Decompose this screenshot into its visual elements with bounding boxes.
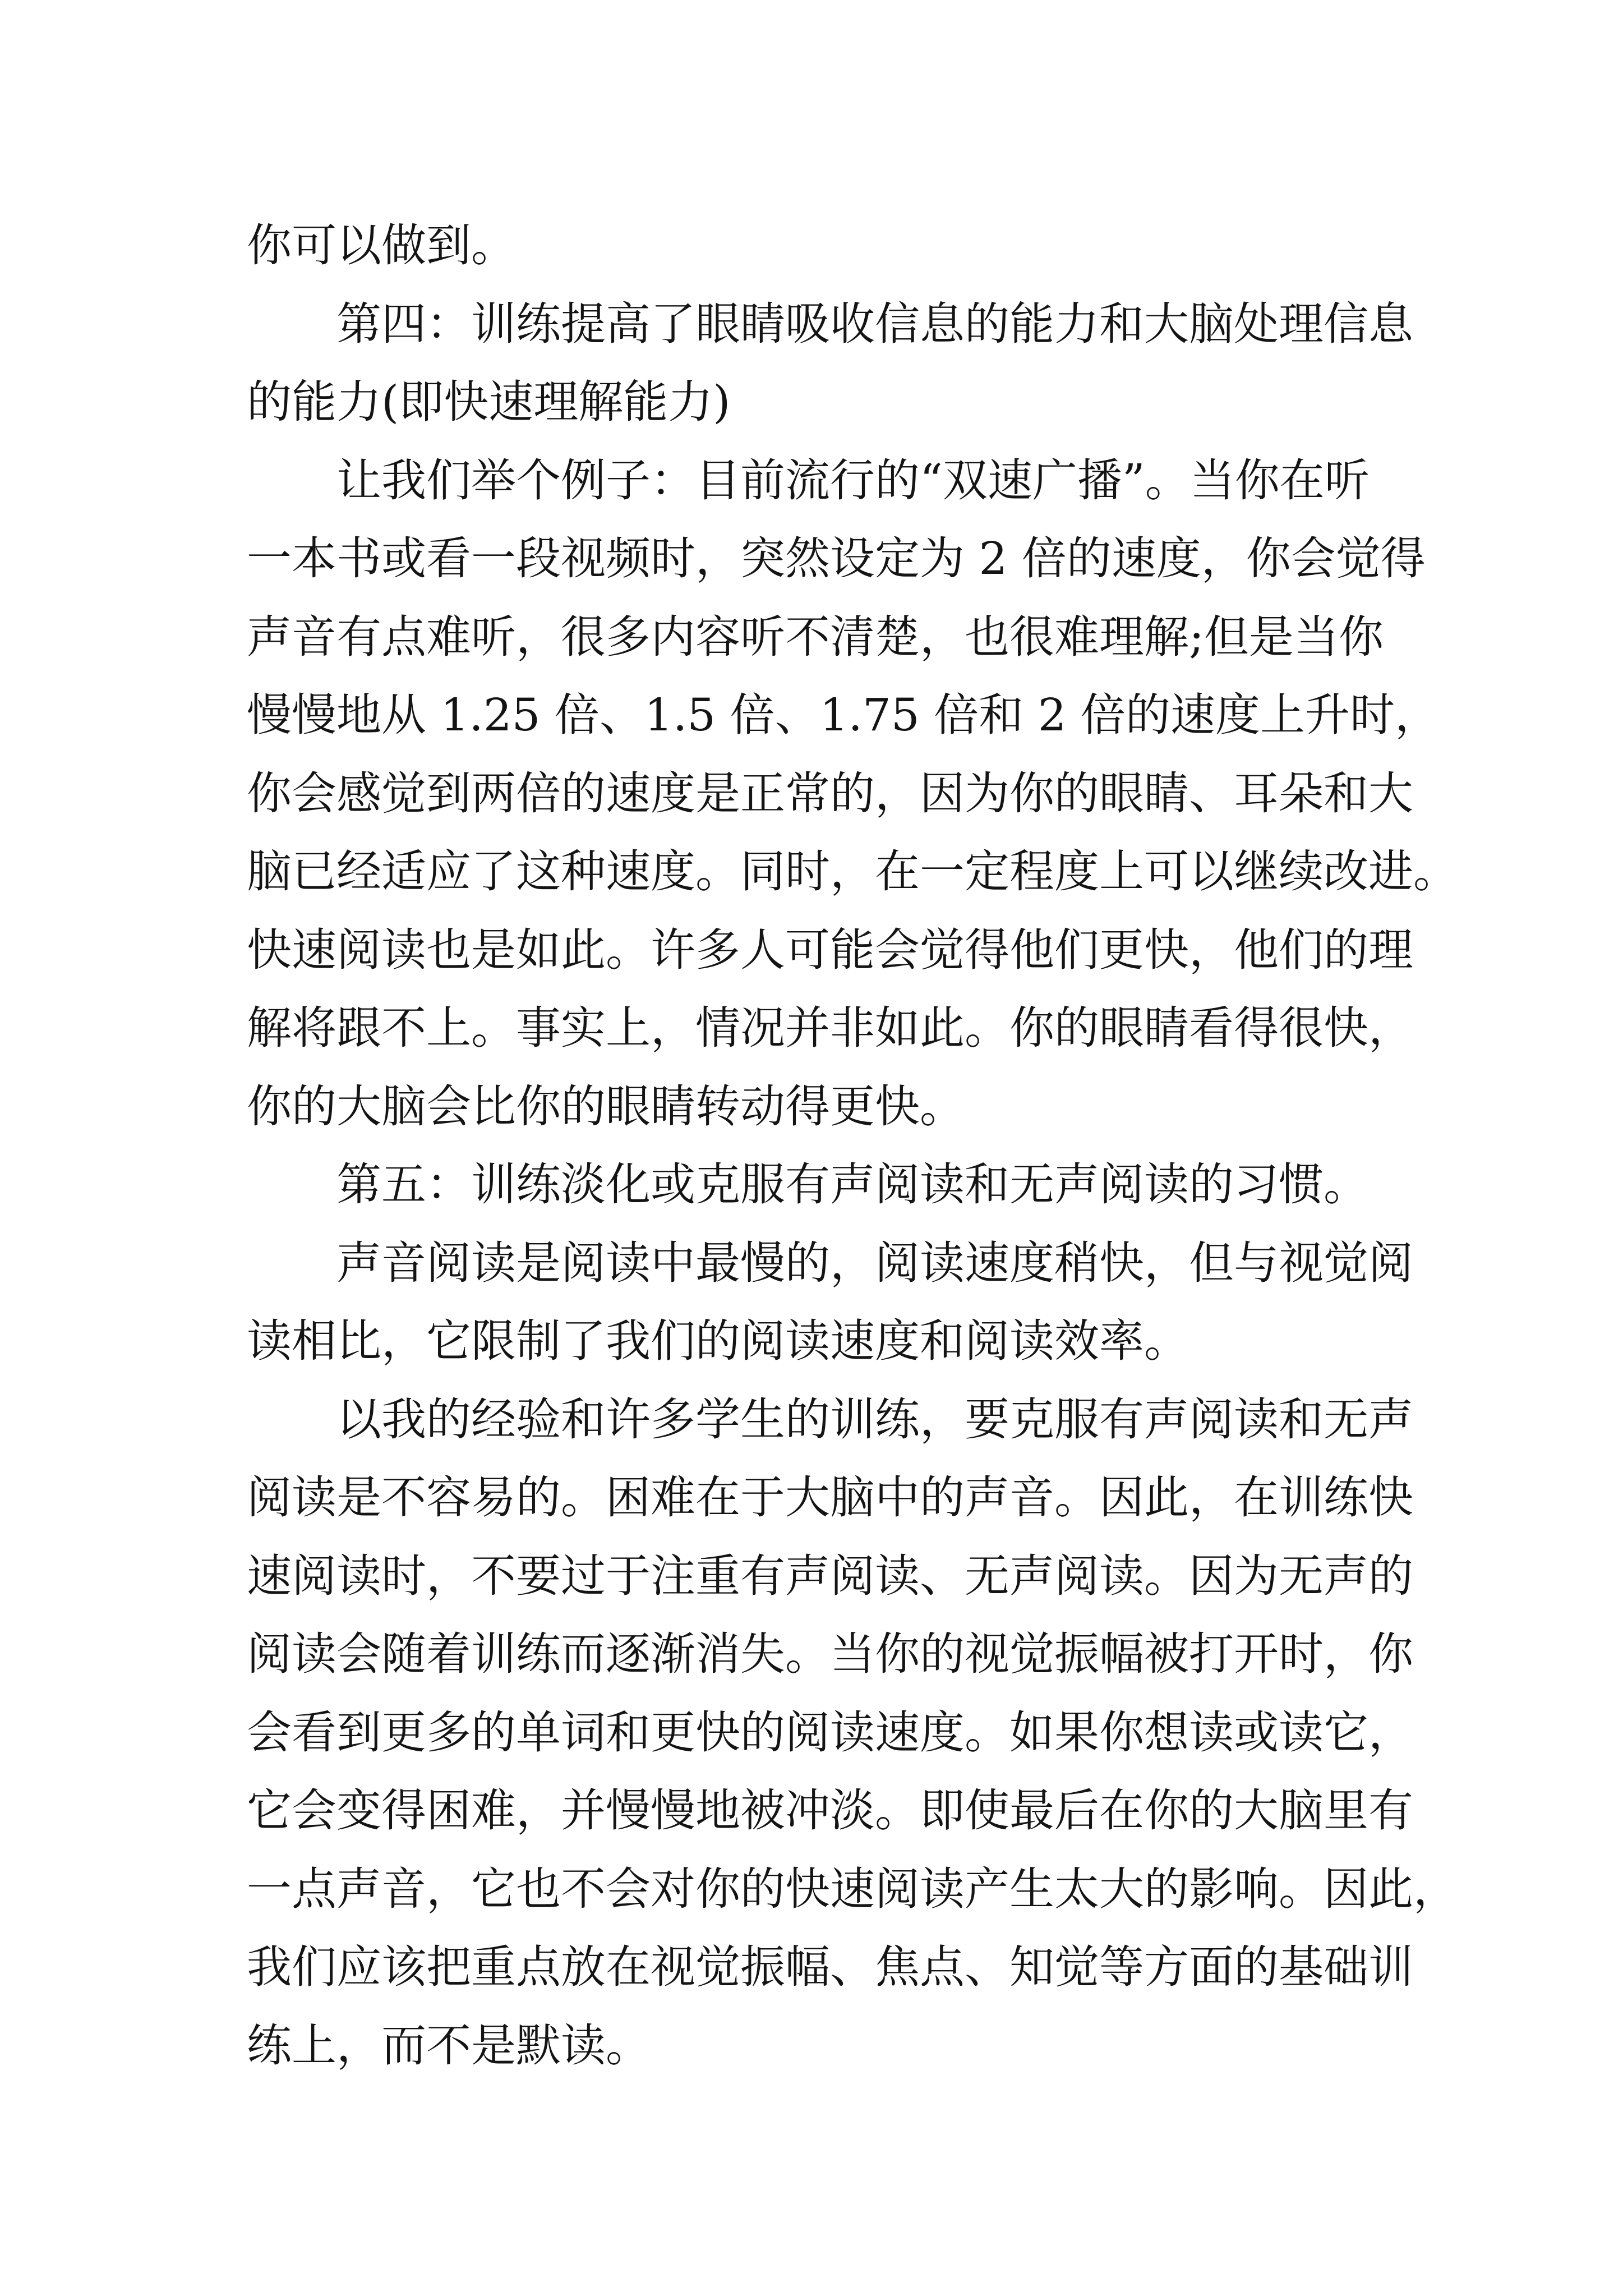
text-line: 让我们举个例子：目前流行的“双速广播”。当你在听 [336, 454, 1370, 507]
text-line: 阅读是不容易的。困难在于大脑中的声音。因此，在训练快 [247, 1471, 1413, 1524]
text-line: 一本书或看一段视频时，突然设定为 2 倍的速度，你会觉得 [247, 532, 1426, 585]
text-line: 声音阅读是阅读中最慢的，阅读速度稍快，但与视觉阅 [336, 1236, 1413, 1289]
text-line: 速阅读时，不要过于注重有声阅读、无声阅读。因为无声的 [247, 1549, 1413, 1602]
text-line: 阅读会随着训练而逐渐消失。当你的视觉振幅被打开时，你 [247, 1628, 1413, 1680]
text-line: 以我的经验和许多学生的训练，要克服有声阅读和无声 [336, 1393, 1413, 1446]
text-line: 你会感觉到两倍的速度是正常的，因为你的眼睛、耳朵和大 [247, 767, 1413, 820]
text-line: 它会变得困难，并慢慢地被冲淡。即使最后在你的大脑里有 [247, 1784, 1413, 1837]
text-line: 声音有点难听，很多内容听不清楚，也很难理解;但是当你 [247, 610, 1384, 663]
text-line: 你可以做到。 [247, 219, 516, 272]
text-line: 解将跟不上。事实上，情况并非如此。你的眼睛看得很快， [247, 1002, 1413, 1054]
text-line: 会看到更多的单词和更快的阅读速度。如果你想读或读它， [247, 1706, 1413, 1759]
text-line: 一点声音，它也不会对你的快速阅读产生太大的影响。因此， [247, 1862, 1458, 1915]
text-line: 第五：训练淡化或克服有声阅读和无声阅读的习惯。 [336, 1158, 1368, 1211]
text-line: 我们应该把重点放在视觉振幅、焦点、知觉等方面的基础训 [247, 1941, 1413, 1993]
text-line: 慢慢地从 1.25 倍、1.5 倍、1.75 倍和 2 倍的速度上升时， [247, 689, 1440, 741]
text-line: 练上，而不是默读。 [247, 2019, 651, 2072]
text-line: 脑已经适应了这种速度。同时，在一定程度上可以继续改进。 [247, 845, 1458, 898]
text-line: 第四：训练提高了眼睛吸收信息的能力和大脑处理信息 [336, 297, 1413, 350]
text-line: 的能力(即快速理解能力) [247, 376, 731, 428]
text-line: 读相比，它限制了我们的阅读速度和阅读效率。 [247, 1315, 1189, 1367]
body-text [247, 206, 1458, 2085]
text-line: 你的大脑会比你的眼睛转动得更快。 [247, 1080, 965, 1133]
text-line: 快速阅读也是如此。许多人可能会觉得他们更快，他们的理 [247, 923, 1413, 976]
